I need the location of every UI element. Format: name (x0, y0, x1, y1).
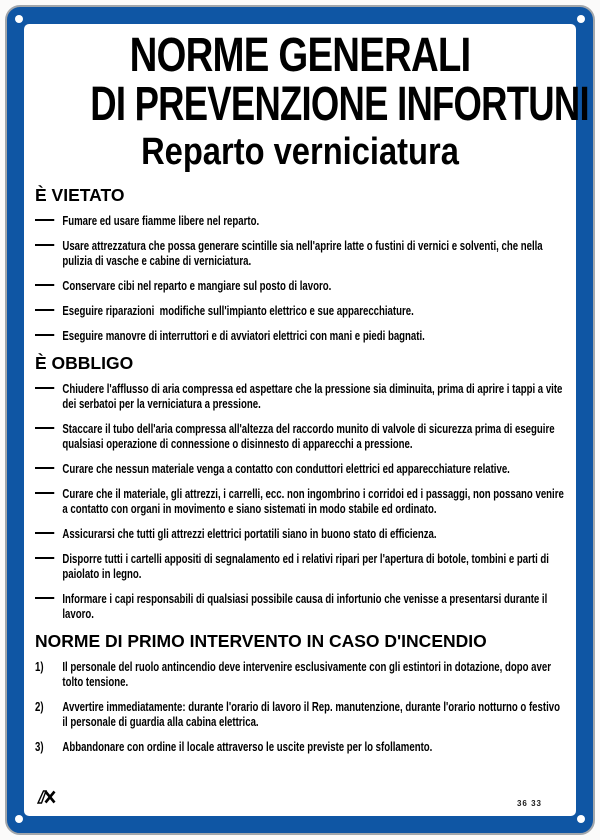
dash-icon (35, 427, 54, 429)
rule-text: Eseguire manovre di interruttori e di avviatori elettrici con mani e piedi bagnati. (62, 328, 425, 343)
section-heading-incendio: NORME DI PRIMO INTERVENTO IN CASO D'INCENDIO (35, 631, 487, 651)
rule-text: Il personale del ruolo antincendio deve intervenire esclusivamente con gli estintori in dotazione, dopo aver tolto tensione. (62, 659, 554, 689)
rule-text: Usare attrezzatura che possa generare scintille sia nell'aprire latte o fustini di vernici e solventi, che nella pulizia di vasche e cabine di verniciatura. (62, 238, 546, 268)
rule-item (35, 238, 568, 268)
dash-icon (35, 492, 54, 494)
sign-title-line2: DI PREVENZIONE INFORTUNI (90, 78, 589, 131)
rule-text: Fumare ed usare fiamme libere nel reparto. (62, 213, 260, 228)
item-number: 2) (35, 699, 44, 714)
rule-text: Curare che nessun materiale venga a contatto con conduttori elettrici ed apparecchiature relative. (62, 461, 510, 476)
item-number: 3) (35, 739, 44, 754)
rule-item (35, 526, 568, 541)
rule-text: Conservare cibi nel reparto e mangiare sul posto di lavoro. (62, 278, 332, 293)
dash-icon (35, 284, 54, 286)
obbligo-list (35, 381, 568, 621)
mounting-hole-icon (15, 15, 23, 23)
rule-item (35, 381, 568, 411)
vietato-list (35, 213, 568, 343)
rule-item (35, 278, 568, 293)
section-heading-obbligo: È OBBLIGO (35, 353, 134, 373)
rule-text: Informare i capi responsabili di qualsiasi possibile causa di infortunio che venisse a presentarsi durante il lavoro. (62, 591, 550, 621)
dash-icon (35, 557, 54, 559)
rule-text: Abbandonare con ordine il locale attraverso le uscite previste per lo sfollamento. (62, 739, 433, 754)
rule-text: Eseguire riparazioni modifiche sull'impianto elettrico e sue apparecchiature. (62, 303, 414, 318)
mounting-hole-icon (15, 815, 23, 823)
rule-text: Avvertire immediatamente: durante l'orario di lavoro il Rep. manutenzione, durante l'orario notturno o festivo il personale di guardia alla cabina elettrica. (62, 699, 563, 729)
dash-icon (35, 467, 54, 469)
mounting-hole-icon (577, 15, 585, 23)
rule-item (35, 591, 568, 621)
rule-item (35, 486, 568, 516)
dash-icon (35, 334, 54, 336)
catalog-code: 36 33 (516, 799, 542, 808)
rule-text: Curare che il materiale, gli attrezzi, i carrelli, ecc. non ingombrino i corridoi ed i passaggi, non possano venire a contatto con organi in movimento e siano sistemati in modo stabile ed ordinato. (62, 486, 567, 516)
sign-title-line1: NORME GENERALI (129, 29, 471, 82)
title-block (24, 24, 589, 173)
dash-icon (35, 532, 54, 534)
rule-text: Assicurarsi che tutti gli attrezzi elettrici portatili siano in buono stato di efficienza. (62, 526, 437, 541)
rule-item (35, 739, 568, 754)
rule-item (35, 213, 568, 228)
dash-icon (35, 244, 54, 246)
rule-item (35, 303, 568, 318)
item-number: 1) (35, 659, 44, 674)
section-heading-vietato: È VIETATO (35, 185, 125, 205)
dash-icon (35, 387, 54, 389)
rule-item (35, 699, 568, 729)
rule-item (35, 659, 568, 689)
sign-footer (35, 792, 566, 812)
sign-panel (24, 24, 589, 816)
rule-item (35, 551, 568, 581)
rule-text: Staccare il tubo dell'aria compressa all'altezza del raccordo munito di valvole di sicurezza prima di eseguire qualsiasi operazione di connessione o disinnesto di apparecchi a pressione. (62, 421, 558, 451)
rule-text: Disporre tutti i cartelli appositi di segnalamento ed i relativi ripari per l'apertura di botole, tombini e parti di paiolato in legno. (62, 551, 552, 581)
sign-subtitle: Reparto verniciatura (141, 131, 459, 173)
dash-icon (35, 219, 54, 221)
incendio-list (35, 659, 568, 754)
manufacturer-logo-icon (37, 790, 56, 809)
rule-item (35, 461, 568, 476)
rule-item (35, 328, 568, 343)
rule-text: Chiudere l'afflusso di aria compressa ed aspettare che la pressione sia diminuita, prima di aprire i tappi a vite dei serbatoi per la verniciatura a pressione. (62, 381, 566, 411)
rule-item (35, 421, 568, 451)
dash-icon (35, 597, 54, 599)
dash-icon (35, 309, 54, 311)
rules-content (35, 185, 568, 754)
mounting-hole-icon (577, 815, 585, 823)
